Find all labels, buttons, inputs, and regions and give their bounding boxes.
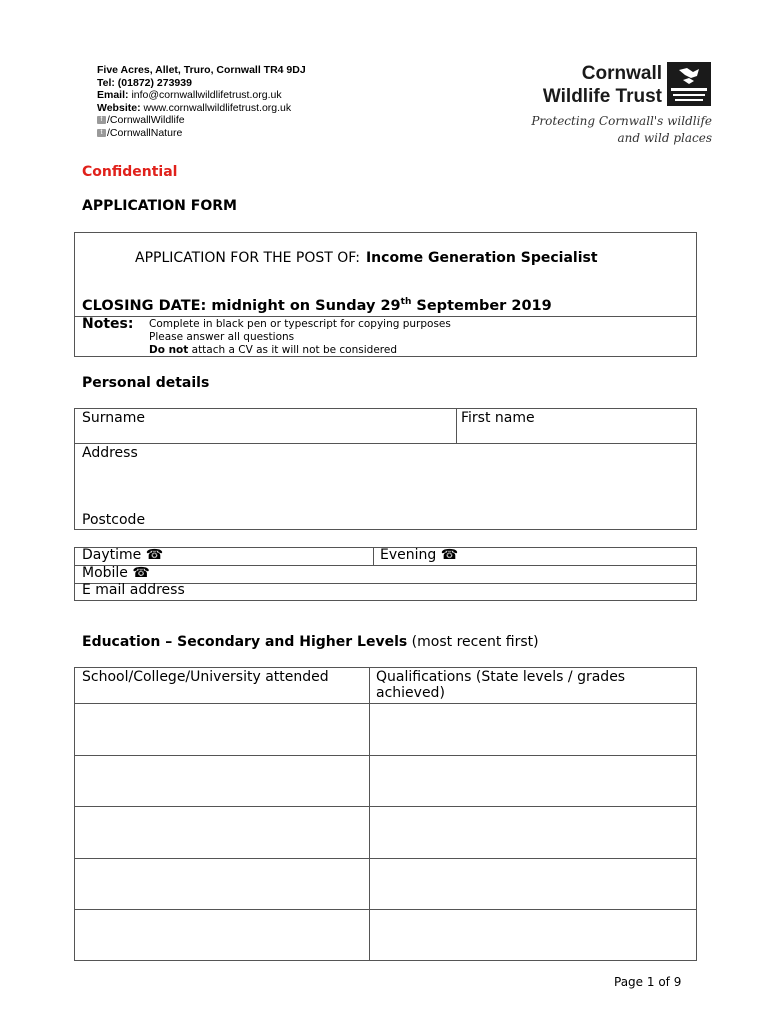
- edu-school-cell-2[interactable]: [75, 755, 368, 805]
- pd-col-divider: [456, 409, 457, 443]
- post-label: APPLICATION FOR THE POST OF:: [135, 250, 360, 266]
- closing-date-text: CLOSING DATE: midnight on Sunday 29: [82, 297, 401, 314]
- facebook-line: [97, 114, 306, 127]
- edu-qualification-cell-5[interactable]: [369, 909, 696, 959]
- edu-school-cell-1[interactable]: [75, 703, 368, 753]
- tagline-line1: Protecting Cornwall's wildlife: [531, 114, 712, 128]
- education-heading-note: (most recent first): [407, 634, 539, 650]
- logo-line2: Wildlife Trust: [542, 86, 662, 107]
- edu-qualification-cell-2[interactable]: [369, 755, 696, 805]
- twitter-icon: t: [97, 129, 106, 137]
- pd-row-divider: [75, 443, 696, 444]
- edu-school-cell-5[interactable]: [75, 909, 368, 959]
- form-title: APPLICATION FORM: [82, 198, 237, 214]
- edu-school-cell-3[interactable]: [75, 806, 368, 856]
- email-link[interactable]: info@cornwallwildlifetrust.org.uk: [131, 89, 282, 101]
- facebook-icon: f: [97, 116, 106, 124]
- edu-col-school-header: School/College/University attended: [82, 669, 329, 685]
- post-line: [135, 250, 598, 266]
- edu-qualification-cell-4[interactable]: [369, 858, 696, 908]
- personal-details-heading: Personal details: [82, 375, 210, 391]
- facebook-handle[interactable]: /CornwallWildlife: [107, 114, 185, 126]
- ph-col-divider: [373, 548, 374, 565]
- address-field[interactable]: Address: [82, 445, 138, 461]
- post-value[interactable]: Income Generation Specialist: [365, 250, 598, 266]
- edu-qualification-cell-1[interactable]: [369, 703, 696, 753]
- post-box-divider: [75, 316, 696, 317]
- address-line: Five Acres, Allet, Truro, Cornwall TR4 9DJ: [97, 64, 306, 76]
- daytime-phone-field[interactable]: Daytime ☎: [82, 547, 164, 563]
- website-link[interactable]: www.cornwallwildlifetrust.org.uk: [143, 101, 292, 114]
- notes-text: [149, 318, 451, 357]
- website-line: [97, 102, 306, 115]
- notes-line3-rest: attach a CV as it will not be considered: [188, 344, 397, 356]
- postcode-field[interactable]: Postcode: [82, 512, 146, 528]
- first-name-field[interactable]: First name: [461, 410, 535, 426]
- tel-line: Tel: (01872) 273939: [97, 76, 192, 89]
- closing-date-sup: th: [400, 297, 412, 307]
- logo-tagline: [520, 113, 712, 147]
- twitter-handle[interactable]: /CornwallNature: [107, 126, 183, 139]
- notes-heading: Notes:: [82, 316, 134, 332]
- contact-block: [97, 64, 306, 139]
- notes-do-not: Do not: [149, 344, 189, 356]
- website-label: Website:: [97, 101, 141, 114]
- wildlife-trusts-badge-icon: [667, 62, 711, 106]
- logo-line1: Cornwall: [581, 63, 662, 84]
- twitter-line: [97, 127, 306, 140]
- page-number: Page 1 of 9: [614, 975, 682, 989]
- personal-details-table: [74, 408, 697, 530]
- notes-line2: Please answer all questions: [149, 331, 295, 343]
- edu-col-qualifications-header: Qualifications (State levels / grades achieved): [376, 669, 626, 701]
- surname-field[interactable]: Surname: [82, 410, 145, 426]
- edu-school-cell-4[interactable]: [75, 858, 368, 908]
- education-heading-bold: Education – Secondary and Higher Levels: [82, 634, 408, 650]
- email-address-field[interactable]: E mail address: [82, 582, 185, 598]
- notes-line3: [149, 344, 451, 357]
- edu-qualification-cell-3[interactable]: [369, 806, 696, 856]
- ph-row-divider-1: [75, 565, 696, 566]
- email-line: [97, 89, 306, 102]
- mobile-phone-field[interactable]: Mobile ☎: [82, 565, 150, 581]
- evening-phone-field[interactable]: Evening ☎: [380, 547, 459, 563]
- closing-date-month: September 2019: [411, 297, 552, 314]
- confidential-label: Confidential: [82, 164, 178, 180]
- tagline-line2: and wild places: [617, 131, 712, 145]
- education-heading: [82, 634, 539, 650]
- notes-line1: Complete in black pen or typescript for copying purposes: [149, 318, 451, 330]
- logo-wordmark: [516, 62, 662, 108]
- email-label: Email:: [97, 89, 129, 101]
- closing-date: [82, 297, 552, 314]
